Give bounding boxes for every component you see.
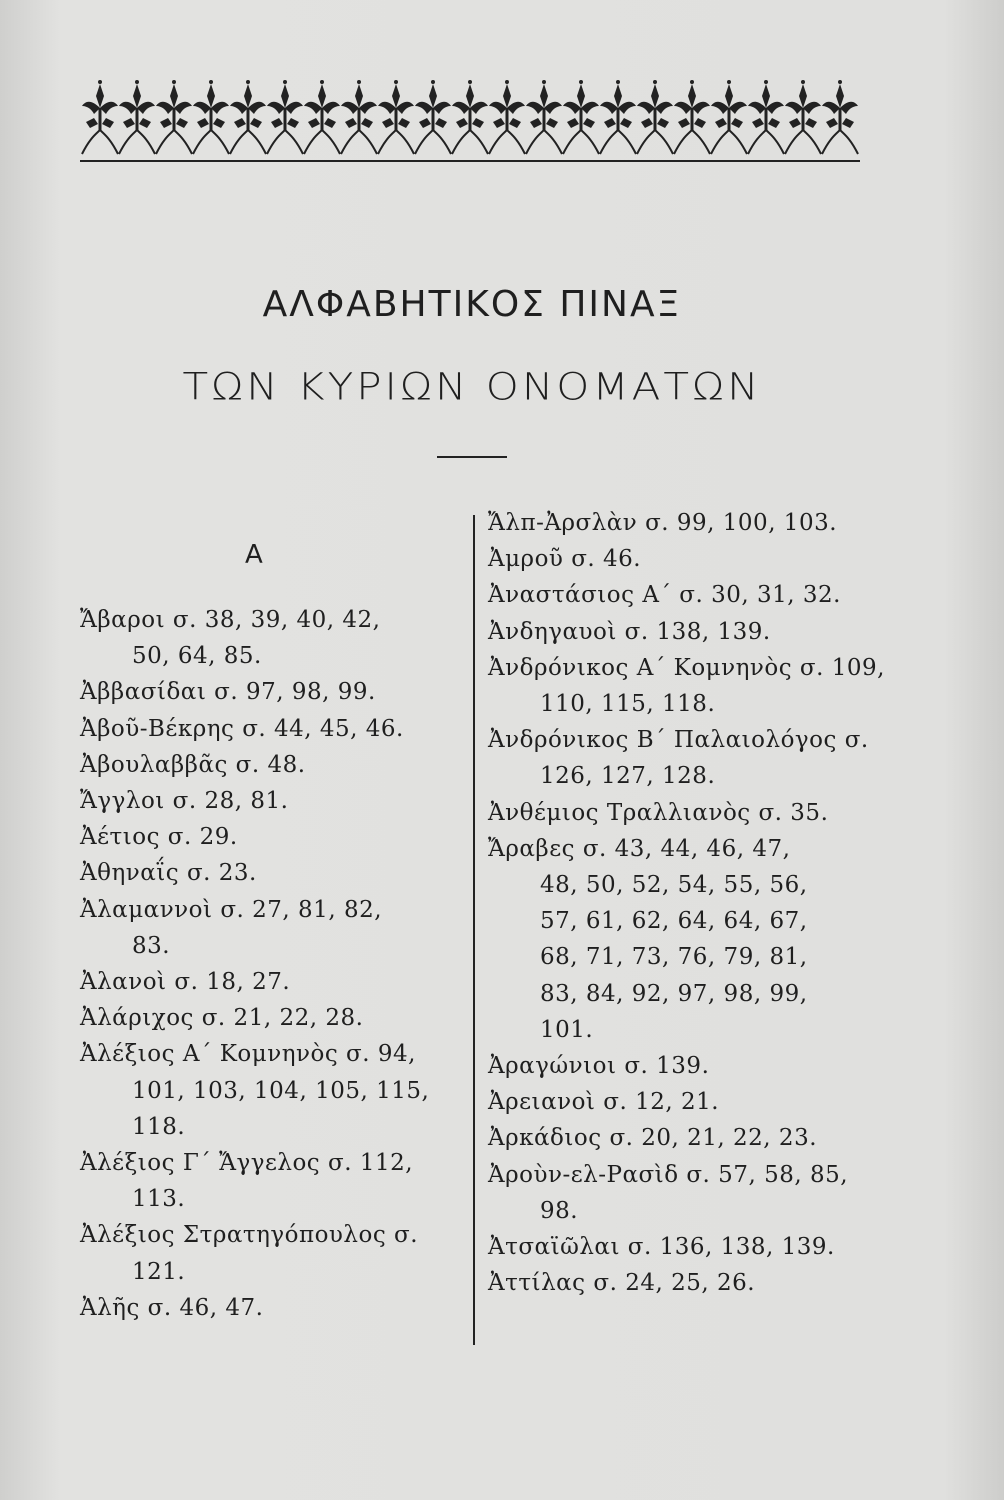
- title-divider: [437, 456, 507, 458]
- index-entry: Ἀββασίδαι σ. 97, 98, 99.: [80, 679, 376, 706]
- index-entry-continuation: 110, 115, 118.: [540, 691, 716, 718]
- index-entry: Ἀνθέμιος Τραλλιανὸς σ. 35.: [488, 799, 829, 826]
- index-entry: Ἀλέξιος Στρατηγόπουλος σ.: [80, 1222, 419, 1249]
- index-title: ΑΛΦΑΒΗΤΙΚΟΣ ΠΙΝΑΞ: [262, 284, 682, 325]
- index-entry-continuation: 118.: [132, 1113, 186, 1140]
- index-entry: Ἀλέξιος Γ΄ Ἄγγελος σ. 112,: [80, 1150, 414, 1177]
- index-entry: Ἀβουλαββᾶς σ. 48.: [80, 751, 306, 778]
- index-left-column: [80, 602, 460, 1326]
- column-divider: [473, 515, 475, 1345]
- index-entry: Ἀττίλας σ. 24, 25, 26.: [488, 1270, 756, 1297]
- section-letter: Α: [245, 540, 263, 570]
- index-entry: Ἀνδρόνικος Α΄ Κομνηνὸς σ. 109,: [488, 654, 885, 681]
- index-entry: Ἀέτιος σ. 29.: [80, 824, 238, 851]
- index-entry: Ἀλαμαννοὶ σ. 27, 81, 82,: [80, 896, 383, 923]
- index-entry: Ἀροὺν-ελ-Ρασὶδ σ. 57, 58, 85,: [488, 1161, 849, 1188]
- index-entry: Ἀλῆς σ. 46, 47.: [80, 1294, 264, 1321]
- index-entry: Ἀθηναΐς σ. 23.: [80, 860, 257, 887]
- index-entry-continuation: 98.: [540, 1197, 579, 1224]
- fleuron-ornament-band: [80, 78, 860, 160]
- index-entry-continuation: 126, 127, 128.: [540, 763, 716, 790]
- index-entry: Ἀνδηγαυοὶ σ. 138, 139.: [488, 618, 771, 645]
- index-entry: Ἀνδρόνικος Β΄ Παλαιολόγος σ.: [488, 727, 869, 754]
- index-entry: Ἀλάριχος σ. 21, 22, 28.: [80, 1005, 364, 1032]
- index-entry-continuation: 57, 61, 62, 64, 64, 67,: [540, 908, 808, 935]
- index-entry-continuation: 83.: [132, 932, 171, 959]
- index-entry: Ἀλανοὶ σ. 18, 27.: [80, 969, 291, 996]
- index-entry: Ἄλπ-Ἀρσλὰν σ. 99, 100, 103.: [488, 510, 838, 536]
- index-subtitle: ΤΩΝ ΚΥΡΙΩΝ ΟΝΟΜΑΤΩΝ: [182, 364, 762, 409]
- index-entry-continuation: 68, 71, 73, 76, 79, 81,: [540, 944, 808, 971]
- index-entry-continuation: 113.: [132, 1186, 186, 1213]
- header-rule: [80, 160, 860, 162]
- index-entry: Ἀμροῦ σ. 46.: [488, 546, 642, 573]
- index-entry-continuation: 50, 64, 85.: [132, 643, 262, 670]
- index-entry-continuation: 101.: [540, 1016, 594, 1043]
- index-entry: Ἄραβες σ. 43, 44, 46, 47,: [488, 835, 791, 862]
- index-entry: Ἄβαροι σ. 38, 39, 40, 42,: [80, 607, 381, 633]
- index-entry: Ἀρειανοὶ σ. 12, 21.: [488, 1089, 720, 1116]
- index-entry: Ἀρκάδιος σ. 20, 21, 22, 23.: [488, 1125, 818, 1152]
- index-entry-continuation: 121.: [132, 1258, 186, 1285]
- index-right-column: [488, 505, 885, 1301]
- index-entry: Ἀβοῦ-Βέκρης σ. 44, 45, 46.: [80, 715, 404, 742]
- index-entry-continuation: 101, 103, 104, 105, 115,: [132, 1077, 430, 1104]
- index-entry: Ἀλέξιος Α΄ Κομνηνὸς σ. 94,: [80, 1041, 416, 1068]
- index-entry: Ἀτσαϊῶλαι σ. 136, 138, 139.: [488, 1234, 835, 1261]
- index-entry: Ἀναστάσιος Α΄ σ. 30, 31, 32.: [488, 582, 841, 609]
- index-entry: Ἀραγώνιοι σ. 139.: [488, 1053, 710, 1080]
- index-entry: Ἄγγλοι σ. 28, 81.: [80, 788, 289, 815]
- index-entry-continuation: 83, 84, 92, 97, 98, 99,: [540, 980, 808, 1007]
- index-entry-continuation: 48, 50, 52, 54, 55, 56,: [540, 872, 808, 899]
